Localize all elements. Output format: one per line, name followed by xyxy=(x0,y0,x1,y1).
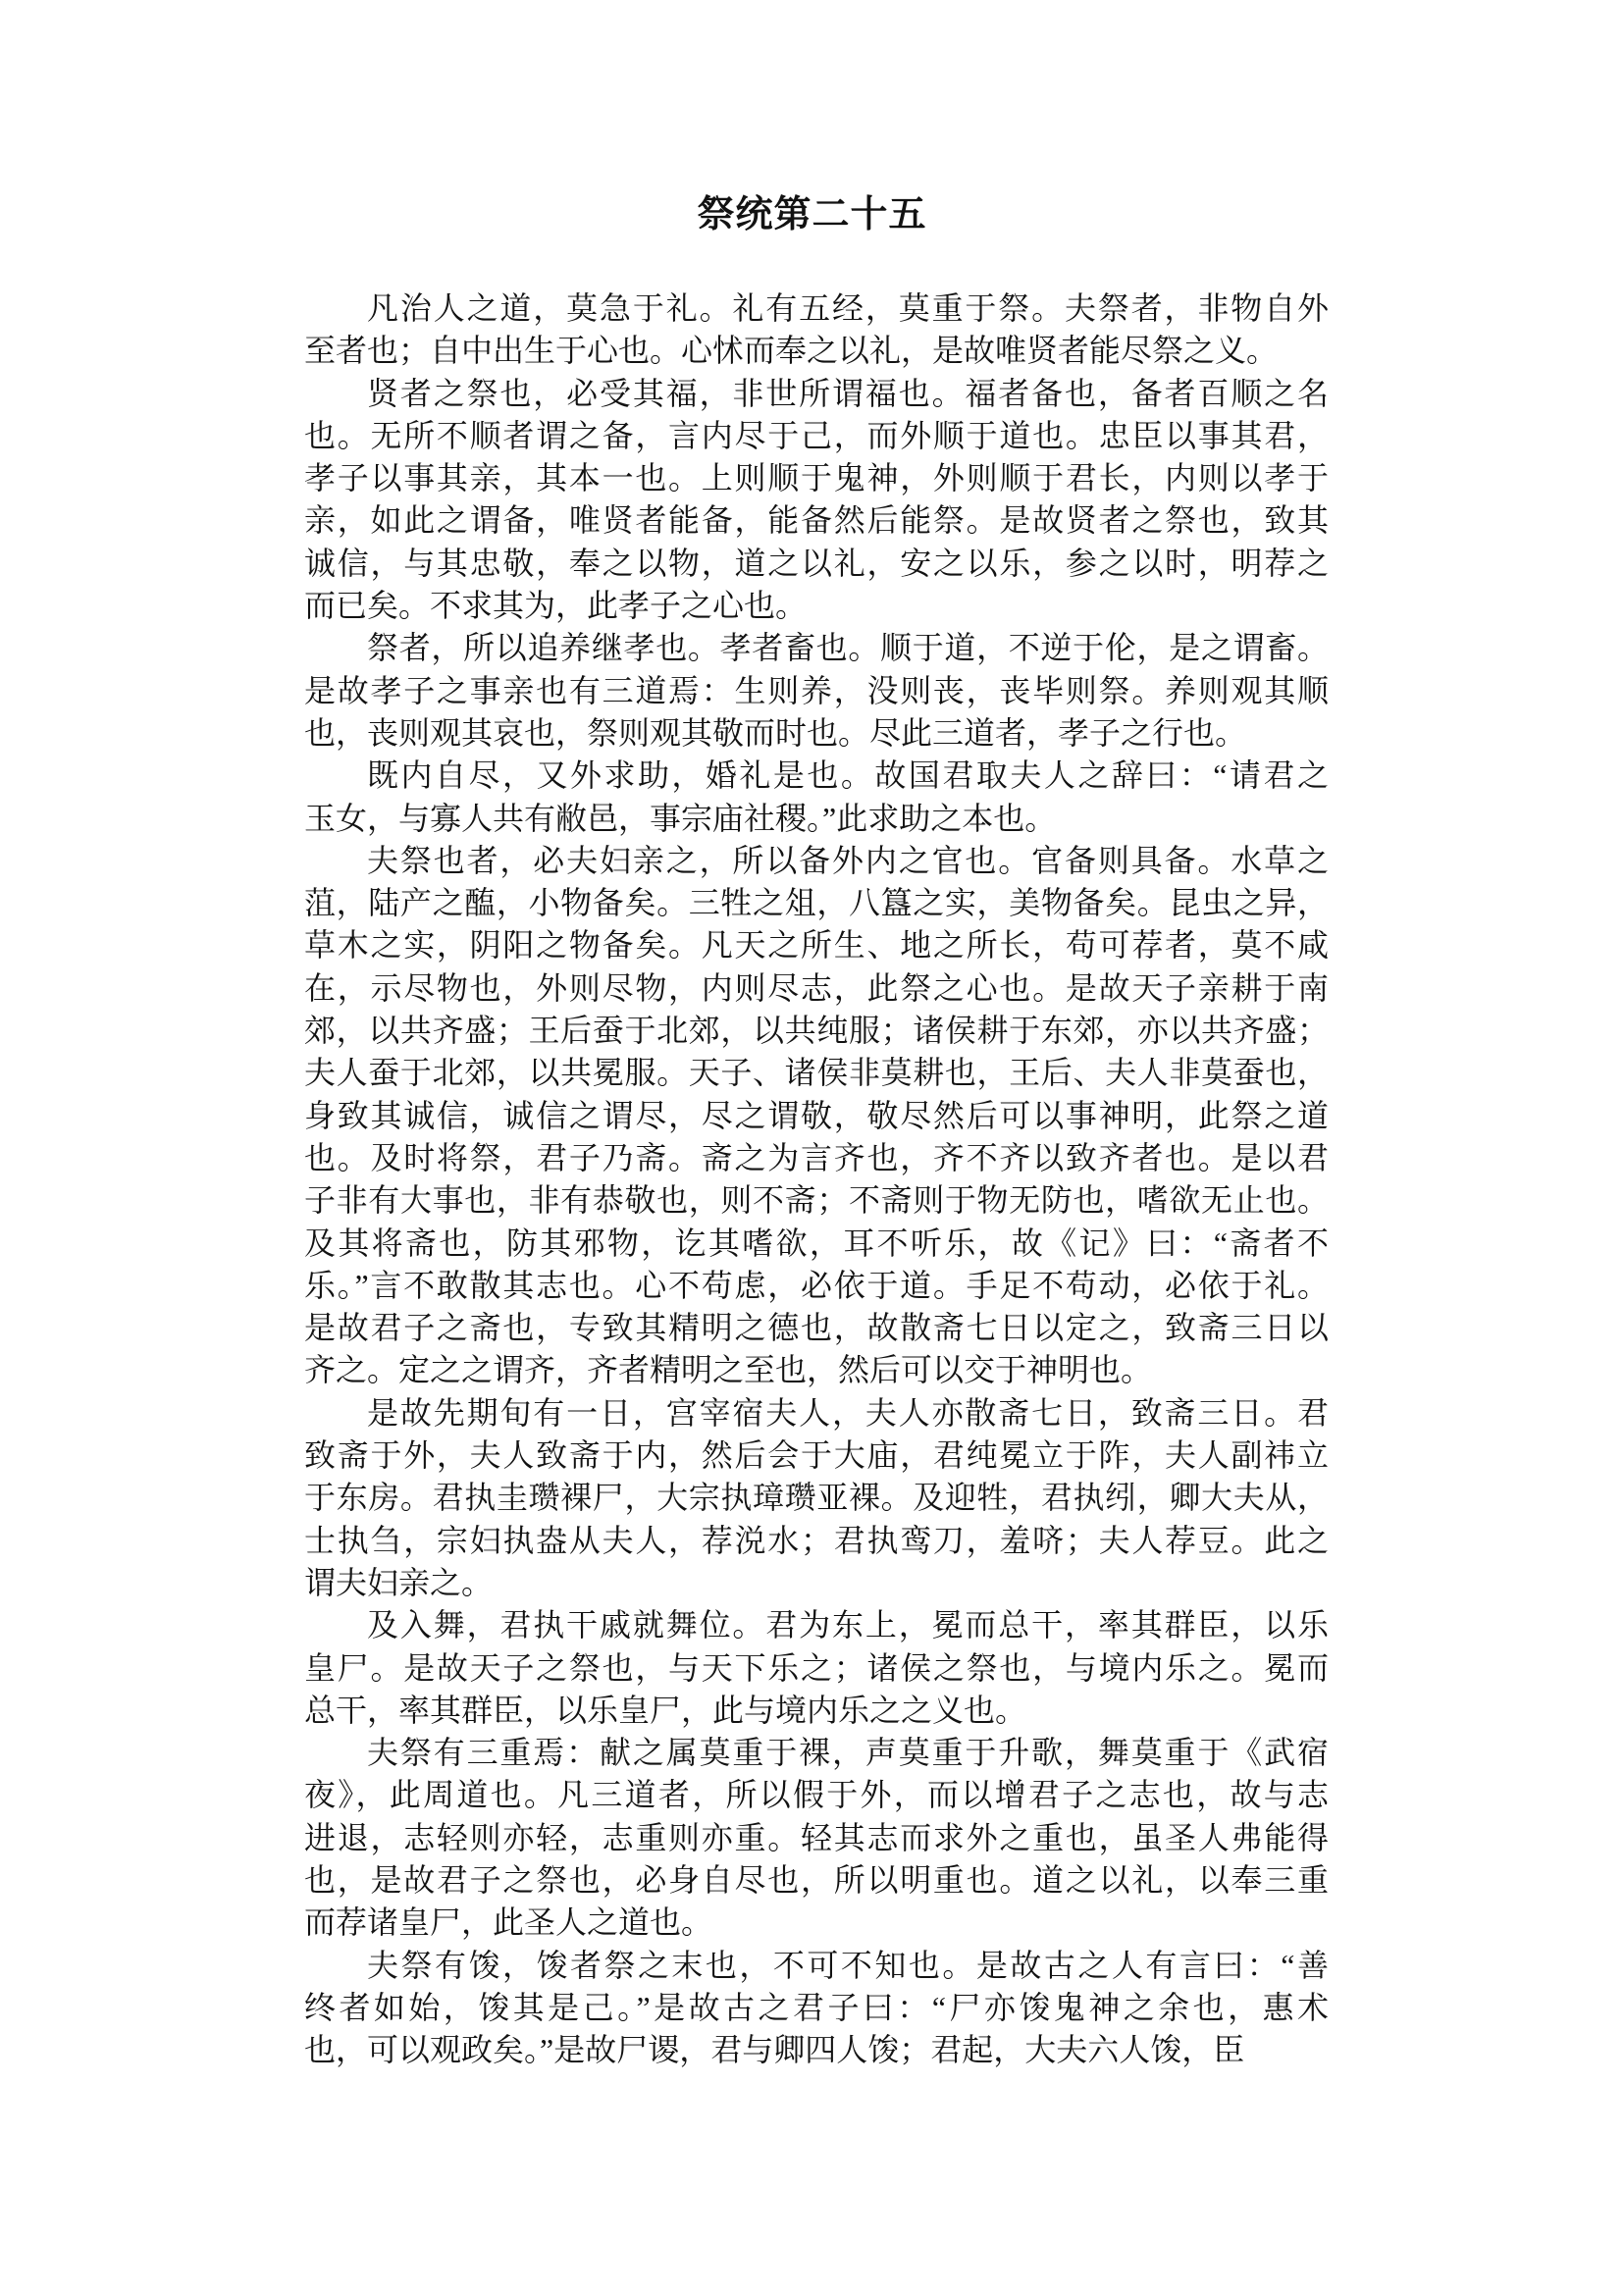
text-line: 乐。”言不敢散其志也。心不苟虑，必依于道。手足不苟动，必依于礼。 xyxy=(304,1267,1329,1303)
text-line: 也，丧则观其哀也，祭则观其敬而时也。尽此三道者，孝子之行也。 xyxy=(304,714,1247,751)
text-line: 是故先期旬有一日，宫宰宿夫人，夫人亦散斋七日，致斋三日。君 xyxy=(367,1394,1329,1431)
text-line: 夫人蚕于北郊，以共冕服。天子、诸侯非莫耕也，王后、夫人非莫蚕也， xyxy=(304,1055,1329,1091)
text-line: 总干，率其群臣，以乐皇尸，此与境内乐之之义也。 xyxy=(304,1692,1027,1728)
text-line: 亲，如此之谓备，唯贤者能备，能备然后能祭。是故贤者之祭也，致其 xyxy=(304,502,1329,539)
paragraph xyxy=(304,1392,1329,1604)
text-line: 及入舞，君执干戚就舞位。君为东上，冕而总干，率其群臣，以乐 xyxy=(367,1607,1329,1643)
text-line: 在，示尽物也，外则尽物，内则尽志，此祭之心也。是故天子亲耕于南 xyxy=(304,969,1329,1006)
paragraph xyxy=(304,287,1329,373)
paragraph xyxy=(304,627,1329,755)
text-line: 凡治人之道，莫急于礼。礼有五经，莫重于祭。夫祭者，非物自外 xyxy=(367,290,1329,326)
text-line: 谓夫妇亲之。 xyxy=(304,1564,494,1600)
text-line: 菹，陆产之醢，小物备矣。三牲之俎，八簋之实，美物备矣。昆虫之异， xyxy=(304,885,1329,921)
text-line: 士执刍，宗妇执盎从夫人，荐涚水；君执鸾刀，羞哜；夫人荐豆。此之 xyxy=(304,1522,1329,1558)
page-title: 祭统第二十五 xyxy=(697,194,927,235)
text-line: 及其将斋也，防其邪物，讫其嗜欲，耳不听乐，故《记》曰：“斋者不 xyxy=(304,1225,1329,1261)
text-line: 也，可以观政矣。”是故尸谡，君与卿四人馂；君起，大夫六人馂，臣 xyxy=(304,2032,1245,2068)
text-line: 夫祭也者，必夫妇亲之，所以备外内之官也。官备则具备。水草之 xyxy=(367,842,1329,878)
paragraph xyxy=(304,1732,1329,1944)
paragraph xyxy=(304,755,1329,840)
text-line: 而荐诸皇尸，此圣人之道也。 xyxy=(304,1904,713,1941)
text-line: 是故孝子之事亲也有三道焉：生则养，没则丧，丧毕则祭。养则观其顺 xyxy=(304,672,1329,708)
text-line: 郊，以共齐盛；王后蚕于北郊，以共纯服；诸侯耕于东郊，亦以共齐盛； xyxy=(304,1013,1329,1049)
text-line: 而已矣。不求其为，此孝子之心也。 xyxy=(304,588,808,624)
paragraph xyxy=(304,840,1329,1392)
text-line: 身致其诚信，诚信之谓尽，尽之谓敬，敬尽然后可以事神明，此祭之道 xyxy=(304,1097,1329,1133)
text-line: 夫祭有馂，馂者祭之末也，不可不知也。是故古之人有言曰：“善 xyxy=(367,1947,1329,1983)
text-line: 玉女，与寡人共有敝邑，事宗庙社稷。”此求助之本也。 xyxy=(304,800,1057,836)
text-line: 也，是故君子之祭也，必身自尽也，所以明重也。道之以礼，以奉三重 xyxy=(304,1861,1329,1898)
text-line: 草木之实，阴阳之物备矣。凡天之所生、地之所长，苟可荐者，莫不咸 xyxy=(304,927,1329,964)
text-line: 孝子以事其亲，其本一也。上则顺于鬼神，外则顺于君长，内则以孝于 xyxy=(304,460,1329,496)
text-line: 贤者之祭也，必受其福，非世所谓福也。福者备也，备者百顺之名 xyxy=(367,375,1329,411)
text-line: 夜》，此周道也。凡三道者，所以假于外，而以增君子之志也，故与志 xyxy=(304,1777,1329,1813)
paragraph xyxy=(304,1604,1329,1732)
text-line: 诚信，与其忠敬，奉之以物，道之以礼，安之以乐，参之以时，明荐之 xyxy=(304,545,1329,581)
text-line: 皇尸。是故天子之祭也，与天下乐之；诸侯之祭也，与境内乐之。冕而 xyxy=(304,1649,1329,1686)
text-line: 齐之。定之之谓齐，齐者精明之至也，然后可以交于神明也。 xyxy=(304,1352,1153,1388)
text-line: 是故君子之斋也，专致其精明之德也，故散斋七日以定之，致斋三日以 xyxy=(304,1310,1329,1346)
text-line: 既内自尽，又外求助，婚礼是也。故国君取夫人之辞曰：“请君之 xyxy=(367,757,1329,794)
text-line: 至者也；自中出生于心也。心怵而奉之以礼，是故唯贤者能尽祭之义。 xyxy=(304,333,1279,369)
text-line: 祭者，所以追养继孝也。孝者畜也。顺于道，不逆于伦，是之谓畜。 xyxy=(367,630,1329,666)
text-line: 也。及时将祭，君子乃斋。斋之为言齐也，齐不齐以致齐者也。是以君 xyxy=(304,1139,1329,1175)
text-line: 进退，志轻则亦轻，志重则亦重。轻其志而求外之重也，虽圣人弗能得 xyxy=(304,1819,1329,1855)
text-line: 也。无所不顺者谓之备，言内尽于己，而外顺于道也。忠臣以事其君， xyxy=(304,417,1329,453)
text-line: 子非有大事也，非有恭敬也，则不斋；不斋则于物无防也，嗜欲无止也。 xyxy=(304,1182,1329,1219)
paragraph xyxy=(304,1945,1329,2072)
text-line: 终者如始，馂其是己。”是故古之君子曰：“尸亦馂鬼神之余也，惠术 xyxy=(304,1989,1329,2025)
text-line: 夫祭有三重焉：献之属莫重于裸，声莫重于升歌，舞莫重于《武宿 xyxy=(367,1735,1329,1771)
text-line: 致斋于外，夫人致斋于内，然后会于大庙，君纯冕立于阼，夫人副祎立 xyxy=(304,1437,1329,1474)
document-body xyxy=(304,287,1329,2071)
text-line: 于东房。君执圭瓒裸尸，大宗执璋瓒亚裸。及迎牲，君执纼，卿大夫从， xyxy=(304,1480,1329,1516)
paragraph xyxy=(304,373,1329,628)
